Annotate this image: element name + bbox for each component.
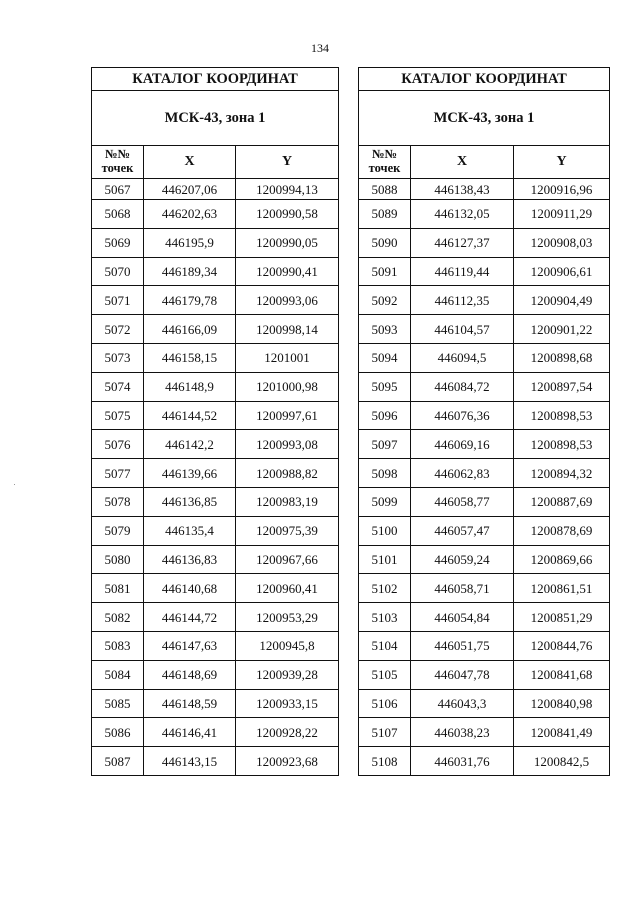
- x-coordinate-cell: 446202,63: [144, 200, 236, 229]
- point-number-cell: 5081: [92, 574, 144, 603]
- x-coordinate-cell: 446119,44: [411, 257, 514, 286]
- coordinate-system-subtitle: МСК-43, зона 1: [359, 91, 610, 146]
- table-row: [92, 660, 339, 689]
- table-row: [92, 179, 339, 200]
- table-row: [359, 660, 610, 689]
- table-row: [359, 631, 610, 660]
- table-row: [359, 372, 610, 401]
- point-number-cell: 5105: [359, 660, 411, 689]
- point-number-header: [92, 146, 144, 179]
- point-number-cell: 5086: [92, 718, 144, 747]
- point-number-header-line2: точек: [101, 161, 134, 175]
- y-coordinate-cell: 1200923,68: [236, 747, 339, 776]
- x-coordinate-cell: 446139,66: [144, 459, 236, 488]
- y-coordinate-cell: 1200897,54: [514, 372, 610, 401]
- x-coordinate-cell: 446038,23: [411, 718, 514, 747]
- point-number-cell: 5098: [359, 459, 411, 488]
- x-coordinate-cell: 446147,63: [144, 631, 236, 660]
- table-row: [92, 516, 339, 545]
- y-coordinate-cell: 1200844,76: [514, 631, 610, 660]
- y-coordinate-cell: 1201001: [236, 343, 339, 372]
- x-coordinate-cell: 446146,41: [144, 718, 236, 747]
- y-header: Y: [236, 146, 339, 179]
- y-coordinate-cell: 1200960,41: [236, 574, 339, 603]
- y-coordinate-cell: 1200898,53: [514, 401, 610, 430]
- table-row: [92, 487, 339, 516]
- table-row: [359, 689, 610, 718]
- x-coordinate-cell: 446084,72: [411, 372, 514, 401]
- table-row: [359, 179, 610, 200]
- y-coordinate-cell: 1200990,41: [236, 257, 339, 286]
- table-row: [359, 718, 610, 747]
- point-number-cell: 5106: [359, 689, 411, 718]
- point-number-cell: 5070: [92, 257, 144, 286]
- y-coordinate-cell: 1200994,13: [236, 179, 339, 200]
- table-row: [92, 689, 339, 718]
- table-row: [359, 603, 610, 632]
- y-coordinate-cell: 1200990,05: [236, 228, 339, 257]
- table-row: [92, 200, 339, 229]
- y-coordinate-cell: 1200840,98: [514, 689, 610, 718]
- y-coordinate-cell: 1200861,51: [514, 574, 610, 603]
- x-coordinate-cell: 446144,52: [144, 401, 236, 430]
- point-number-header: [359, 146, 411, 179]
- y-coordinate-cell: 1200983,19: [236, 487, 339, 516]
- point-number-cell: 5069: [92, 228, 144, 257]
- y-coordinate-cell: 1200842,5: [514, 747, 610, 776]
- y-coordinate-cell: 1200998,14: [236, 315, 339, 344]
- x-coordinate-cell: 446136,83: [144, 545, 236, 574]
- y-coordinate-cell: 1200911,29: [514, 200, 610, 229]
- x-coordinate-cell: 446094,5: [411, 343, 514, 372]
- y-coordinate-cell: 1200990,58: [236, 200, 339, 229]
- x-coordinate-cell: 446166,09: [144, 315, 236, 344]
- y-coordinate-cell: 1200851,29: [514, 603, 610, 632]
- x-coordinate-cell: 446138,43: [411, 179, 514, 200]
- y-coordinate-cell: 1200928,22: [236, 718, 339, 747]
- point-number-cell: 5077: [92, 459, 144, 488]
- catalog-title: КАТАЛОГ КООРДИНАТ: [359, 68, 610, 91]
- table-row: [92, 372, 339, 401]
- x-coordinate-cell: 446054,84: [411, 603, 514, 632]
- x-coordinate-cell: 446057,47: [411, 516, 514, 545]
- x-coordinate-cell: 446148,69: [144, 660, 236, 689]
- table-row: [359, 487, 610, 516]
- y-coordinate-cell: 1200988,82: [236, 459, 339, 488]
- point-number-cell: 5083: [92, 631, 144, 660]
- table-row: [92, 545, 339, 574]
- y-coordinate-cell: 1200916,96: [514, 179, 610, 200]
- table-row: [92, 343, 339, 372]
- point-number-cell: 5090: [359, 228, 411, 257]
- y-coordinate-cell: 1201000,98: [236, 372, 339, 401]
- point-number-cell: 5067: [92, 179, 144, 200]
- table-row: [92, 631, 339, 660]
- point-number-header-line1: №№: [104, 147, 131, 162]
- table-row: [92, 574, 339, 603]
- y-coordinate-cell: 1200841,49: [514, 718, 610, 747]
- y-coordinate-cell: 1200901,22: [514, 315, 610, 344]
- point-number-cell: 5080: [92, 545, 144, 574]
- x-coordinate-cell: 446148,9: [144, 372, 236, 401]
- point-number-cell: 5074: [92, 372, 144, 401]
- point-number-cell: 5076: [92, 430, 144, 459]
- point-number-cell: 5097: [359, 430, 411, 459]
- x-coordinate-cell: 446148,59: [144, 689, 236, 718]
- x-coordinate-cell: 446207,06: [144, 179, 236, 200]
- table-row: [359, 228, 610, 257]
- x-coordinate-cell: 446140,68: [144, 574, 236, 603]
- coordinate-catalog-left: [91, 67, 339, 776]
- table-row: [359, 545, 610, 574]
- y-coordinate-cell: 1200894,32: [514, 459, 610, 488]
- point-number-cell: 5104: [359, 631, 411, 660]
- x-coordinate-cell: 446179,78: [144, 286, 236, 315]
- catalog-rows-right: [359, 179, 610, 776]
- point-number-cell: 5088: [359, 179, 411, 200]
- table-row: [92, 459, 339, 488]
- point-number-cell: 5101: [359, 545, 411, 574]
- y-coordinate-cell: 1200933,15: [236, 689, 339, 718]
- page-number: 134: [311, 41, 329, 55]
- table-row: [92, 718, 339, 747]
- table-row: [359, 286, 610, 315]
- x-coordinate-cell: 446142,2: [144, 430, 236, 459]
- y-coordinate-cell: 1200908,03: [514, 228, 610, 257]
- y-header: Y: [514, 146, 610, 179]
- point-number-cell: 5103: [359, 603, 411, 632]
- x-coordinate-cell: 446158,15: [144, 343, 236, 372]
- x-header: X: [411, 146, 514, 179]
- x-coordinate-cell: 446031,76: [411, 747, 514, 776]
- point-number-cell: 5094: [359, 343, 411, 372]
- table-row: [92, 603, 339, 632]
- point-number-cell: 5095: [359, 372, 411, 401]
- table-row: [92, 430, 339, 459]
- x-coordinate-cell: 446195,9: [144, 228, 236, 257]
- table-row: [92, 257, 339, 286]
- y-coordinate-cell: 1200993,08: [236, 430, 339, 459]
- table-row: [359, 315, 610, 344]
- y-coordinate-cell: 1200904,49: [514, 286, 610, 315]
- table-row: [359, 459, 610, 488]
- point-number-cell: 5072: [92, 315, 144, 344]
- point-number-cell: 5071: [92, 286, 144, 315]
- point-number-cell: 5100: [359, 516, 411, 545]
- table-row: [359, 401, 610, 430]
- coordinate-catalog-right: [358, 67, 610, 776]
- point-number-cell: 5102: [359, 574, 411, 603]
- x-coordinate-cell: 446062,83: [411, 459, 514, 488]
- x-coordinate-cell: 446047,78: [411, 660, 514, 689]
- x-coordinate-cell: 446043,3: [411, 689, 514, 718]
- table-row: [359, 516, 610, 545]
- point-number-cell: 5075: [92, 401, 144, 430]
- table-row: [359, 343, 610, 372]
- point-number-cell: 5073: [92, 343, 144, 372]
- y-coordinate-cell: 1200953,29: [236, 603, 339, 632]
- y-coordinate-cell: 1200906,61: [514, 257, 610, 286]
- point-number-cell: 5082: [92, 603, 144, 632]
- scan-artifact-mark: [14, 484, 15, 485]
- x-coordinate-cell: 446132,05: [411, 200, 514, 229]
- table-row: [92, 747, 339, 776]
- point-number-cell: 5093: [359, 315, 411, 344]
- point-number-cell: 5085: [92, 689, 144, 718]
- point-number-cell: 5089: [359, 200, 411, 229]
- point-number-header-line2: точек: [368, 161, 401, 175]
- x-coordinate-cell: 446069,16: [411, 430, 514, 459]
- point-number-cell: 5107: [359, 718, 411, 747]
- table-row: [359, 574, 610, 603]
- point-number-cell: 5084: [92, 660, 144, 689]
- point-number-cell: 5108: [359, 747, 411, 776]
- x-coordinate-cell: 446051,75: [411, 631, 514, 660]
- catalog-rows-left: [92, 179, 339, 776]
- y-coordinate-cell: 1200878,69: [514, 516, 610, 545]
- x-coordinate-cell: 446127,37: [411, 228, 514, 257]
- y-coordinate-cell: 1200993,06: [236, 286, 339, 315]
- x-coordinate-cell: 446112,35: [411, 286, 514, 315]
- x-coordinate-cell: 446144,72: [144, 603, 236, 632]
- point-number-cell: 5099: [359, 487, 411, 516]
- point-number-cell: 5087: [92, 747, 144, 776]
- coordinate-system-subtitle: МСК-43, зона 1: [92, 91, 339, 146]
- x-coordinate-cell: 446076,36: [411, 401, 514, 430]
- x-coordinate-cell: 446058,77: [411, 487, 514, 516]
- x-header: X: [144, 146, 236, 179]
- table-row: [92, 315, 339, 344]
- x-coordinate-cell: 446136,85: [144, 487, 236, 516]
- y-coordinate-cell: 1200887,69: [514, 487, 610, 516]
- x-coordinate-cell: 446058,71: [411, 574, 514, 603]
- point-number-cell: 5068: [92, 200, 144, 229]
- point-number-cell: 5079: [92, 516, 144, 545]
- table-row: [92, 401, 339, 430]
- point-number-cell: 5092: [359, 286, 411, 315]
- x-coordinate-cell: 446104,57: [411, 315, 514, 344]
- table-row: [359, 747, 610, 776]
- x-coordinate-cell: 446143,15: [144, 747, 236, 776]
- table-row: [92, 286, 339, 315]
- x-coordinate-cell: 446059,24: [411, 545, 514, 574]
- x-coordinate-cell: 446135,4: [144, 516, 236, 545]
- table-row: [359, 430, 610, 459]
- catalog-title: КАТАЛОГ КООРДИНАТ: [92, 68, 339, 91]
- y-coordinate-cell: 1200939,28: [236, 660, 339, 689]
- y-coordinate-cell: 1200997,61: [236, 401, 339, 430]
- table-row: [359, 257, 610, 286]
- y-coordinate-cell: 1200898,68: [514, 343, 610, 372]
- table-row: [359, 200, 610, 229]
- x-coordinate-cell: 446189,34: [144, 257, 236, 286]
- point-number-cell: 5096: [359, 401, 411, 430]
- y-coordinate-cell: 1200841,68: [514, 660, 610, 689]
- y-coordinate-cell: 1200869,66: [514, 545, 610, 574]
- y-coordinate-cell: 1200975,39: [236, 516, 339, 545]
- y-coordinate-cell: 1200945,8: [236, 631, 339, 660]
- y-coordinate-cell: 1200967,66: [236, 545, 339, 574]
- point-number-cell: 5091: [359, 257, 411, 286]
- y-coordinate-cell: 1200898,53: [514, 430, 610, 459]
- point-number-cell: 5078: [92, 487, 144, 516]
- point-number-header-line1: №№: [371, 147, 398, 162]
- table-row: [92, 228, 339, 257]
